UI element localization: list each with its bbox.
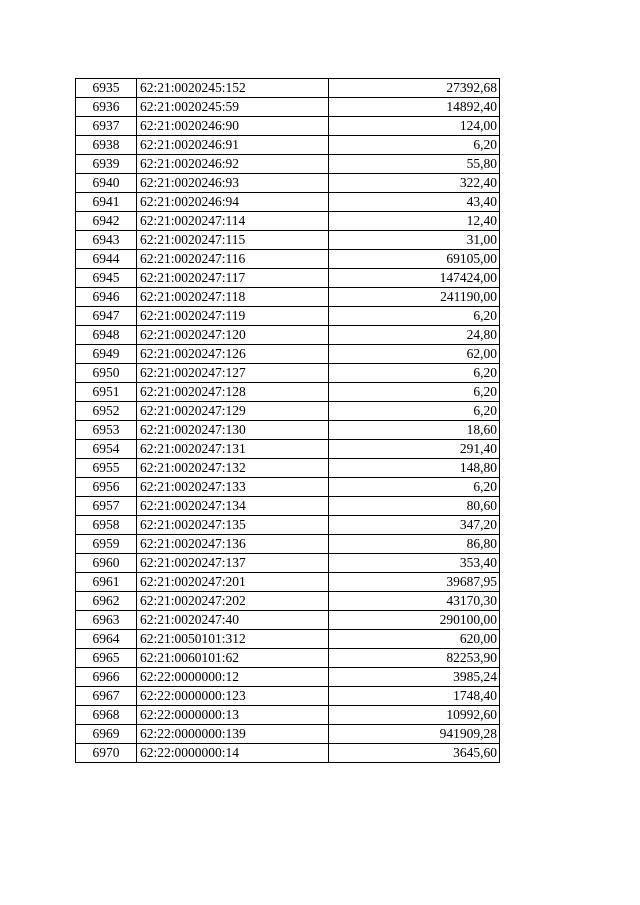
row-number-cell: 6949 <box>76 345 137 364</box>
table-row <box>76 250 500 269</box>
value-cell: 941909,28 <box>329 725 500 744</box>
row-number-cell: 6952 <box>76 402 137 421</box>
table-row <box>76 288 500 307</box>
value-cell: 27392,68 <box>329 79 500 98</box>
value-cell: 1748,40 <box>329 687 500 706</box>
value-cell: 124,00 <box>329 117 500 136</box>
value-cell: 82253,90 <box>329 649 500 668</box>
table-row <box>76 554 500 573</box>
row-number-cell: 6937 <box>76 117 137 136</box>
row-number-cell: 6960 <box>76 554 137 573</box>
cadastral-number-cell: 62:21:0020247:128 <box>137 383 329 402</box>
value-cell: 6,20 <box>329 307 500 326</box>
table-row <box>76 516 500 535</box>
value-cell: 86,80 <box>329 535 500 554</box>
value-cell: 62,00 <box>329 345 500 364</box>
cadastral-number-cell: 62:21:0020246:94 <box>137 193 329 212</box>
table-row <box>76 744 500 763</box>
cadastral-number-cell: 62:21:0020246:92 <box>137 155 329 174</box>
cadastral-number-cell: 62:22:0000000:123 <box>137 687 329 706</box>
cadastral-value-table <box>75 78 500 763</box>
value-cell: 69105,00 <box>329 250 500 269</box>
value-cell: 3645,60 <box>329 744 500 763</box>
value-cell: 241190,00 <box>329 288 500 307</box>
cadastral-number-cell: 62:21:0020246:93 <box>137 174 329 193</box>
value-cell: 18,60 <box>329 421 500 440</box>
value-cell: 148,80 <box>329 459 500 478</box>
value-cell: 14892,40 <box>329 98 500 117</box>
cadastral-number-cell: 62:21:0020247:119 <box>137 307 329 326</box>
row-number-cell: 6956 <box>76 478 137 497</box>
table-row <box>76 592 500 611</box>
row-number-cell: 6966 <box>76 668 137 687</box>
table-row <box>76 421 500 440</box>
table-row <box>76 649 500 668</box>
cadastral-number-cell: 62:21:0020245:152 <box>137 79 329 98</box>
cadastral-number-cell: 62:21:0020247:130 <box>137 421 329 440</box>
row-number-cell: 6959 <box>76 535 137 554</box>
row-number-cell: 6948 <box>76 326 137 345</box>
table-row <box>76 573 500 592</box>
cadastral-number-cell: 62:21:0050101:312 <box>137 630 329 649</box>
cadastral-number-cell: 62:21:0020247:126 <box>137 345 329 364</box>
table-row <box>76 136 500 155</box>
value-cell: 24,80 <box>329 326 500 345</box>
table-row <box>76 402 500 421</box>
cadastral-number-cell: 62:21:0020247:120 <box>137 326 329 345</box>
row-number-cell: 6964 <box>76 630 137 649</box>
row-number-cell: 6946 <box>76 288 137 307</box>
table-row <box>76 345 500 364</box>
row-number-cell: 6943 <box>76 231 137 250</box>
table-row <box>76 497 500 516</box>
cadastral-number-cell: 62:21:0020247:118 <box>137 288 329 307</box>
table-row <box>76 535 500 554</box>
table-row <box>76 269 500 288</box>
cadastral-number-cell: 62:21:0020247:115 <box>137 231 329 250</box>
cadastral-number-cell: 62:21:0020247:135 <box>137 516 329 535</box>
table-row <box>76 687 500 706</box>
row-number-cell: 6940 <box>76 174 137 193</box>
row-number-cell: 6962 <box>76 592 137 611</box>
row-number-cell: 6941 <box>76 193 137 212</box>
value-cell: 620,00 <box>329 630 500 649</box>
row-number-cell: 6969 <box>76 725 137 744</box>
row-number-cell: 6938 <box>76 136 137 155</box>
value-cell: 291,40 <box>329 440 500 459</box>
row-number-cell: 6950 <box>76 364 137 383</box>
table-row <box>76 212 500 231</box>
cadastral-number-cell: 62:22:0000000:12 <box>137 668 329 687</box>
table-row <box>76 611 500 630</box>
table-row <box>76 326 500 345</box>
table-row <box>76 231 500 250</box>
row-number-cell: 6947 <box>76 307 137 326</box>
cadastral-number-cell: 62:21:0020247:136 <box>137 535 329 554</box>
cadastral-number-cell: 62:21:0020247:40 <box>137 611 329 630</box>
cadastral-number-cell: 62:21:0020247:134 <box>137 497 329 516</box>
cadastral-number-cell: 62:21:0020246:90 <box>137 117 329 136</box>
value-cell: 6,20 <box>329 402 500 421</box>
value-cell: 290100,00 <box>329 611 500 630</box>
table-row <box>76 364 500 383</box>
row-number-cell: 6942 <box>76 212 137 231</box>
row-number-cell: 6936 <box>76 98 137 117</box>
cadastral-number-cell: 62:21:0020245:59 <box>137 98 329 117</box>
value-cell: 43,40 <box>329 193 500 212</box>
cadastral-number-cell: 62:21:0020247:127 <box>137 364 329 383</box>
table-row <box>76 706 500 725</box>
row-number-cell: 6958 <box>76 516 137 535</box>
value-cell: 55,80 <box>329 155 500 174</box>
row-number-cell: 6954 <box>76 440 137 459</box>
table-row <box>76 478 500 497</box>
value-cell: 347,20 <box>329 516 500 535</box>
value-cell: 39687,95 <box>329 573 500 592</box>
row-number-cell: 6945 <box>76 269 137 288</box>
cadastral-number-cell: 62:22:0000000:139 <box>137 725 329 744</box>
value-cell: 31,00 <box>329 231 500 250</box>
row-number-cell: 6939 <box>76 155 137 174</box>
value-cell: 6,20 <box>329 364 500 383</box>
row-number-cell: 6953 <box>76 421 137 440</box>
table-row <box>76 440 500 459</box>
value-cell: 147424,00 <box>329 269 500 288</box>
cadastral-number-cell: 62:21:0020246:91 <box>137 136 329 155</box>
table-row <box>76 193 500 212</box>
cadastral-number-cell: 62:21:0020247:132 <box>137 459 329 478</box>
cadastral-number-cell: 62:22:0000000:13 <box>137 706 329 725</box>
row-number-cell: 6963 <box>76 611 137 630</box>
cadastral-number-cell: 62:21:0020247:117 <box>137 269 329 288</box>
cadastral-number-cell: 62:21:0060101:62 <box>137 649 329 668</box>
table-body <box>76 79 500 763</box>
cadastral-number-cell: 62:21:0020247:201 <box>137 573 329 592</box>
table-row <box>76 668 500 687</box>
table-row <box>76 307 500 326</box>
cadastral-number-cell: 62:21:0020247:131 <box>137 440 329 459</box>
value-cell: 6,20 <box>329 383 500 402</box>
cadastral-number-cell: 62:21:0020247:129 <box>137 402 329 421</box>
row-number-cell: 6951 <box>76 383 137 402</box>
document-page <box>75 78 499 763</box>
row-number-cell: 6965 <box>76 649 137 668</box>
table-row <box>76 459 500 478</box>
table-row <box>76 174 500 193</box>
cadastral-number-cell: 62:22:0000000:14 <box>137 744 329 763</box>
cadastral-number-cell: 62:21:0020247:114 <box>137 212 329 231</box>
row-number-cell: 6955 <box>76 459 137 478</box>
value-cell: 6,20 <box>329 136 500 155</box>
row-number-cell: 6935 <box>76 79 137 98</box>
table-row <box>76 79 500 98</box>
cadastral-number-cell: 62:21:0020247:137 <box>137 554 329 573</box>
cadastral-number-cell: 62:21:0020247:202 <box>137 592 329 611</box>
table-row <box>76 725 500 744</box>
value-cell: 6,20 <box>329 478 500 497</box>
value-cell: 12,40 <box>329 212 500 231</box>
table-row <box>76 98 500 117</box>
cadastral-number-cell: 62:21:0020247:133 <box>137 478 329 497</box>
table-row <box>76 155 500 174</box>
table-row <box>76 383 500 402</box>
value-cell: 80,60 <box>329 497 500 516</box>
value-cell: 10992,60 <box>329 706 500 725</box>
table-row <box>76 630 500 649</box>
value-cell: 43170,30 <box>329 592 500 611</box>
row-number-cell: 6957 <box>76 497 137 516</box>
row-number-cell: 6944 <box>76 250 137 269</box>
row-number-cell: 6970 <box>76 744 137 763</box>
value-cell: 322,40 <box>329 174 500 193</box>
value-cell: 353,40 <box>329 554 500 573</box>
value-cell: 3985,24 <box>329 668 500 687</box>
row-number-cell: 6961 <box>76 573 137 592</box>
cadastral-number-cell: 62:21:0020247:116 <box>137 250 329 269</box>
row-number-cell: 6968 <box>76 706 137 725</box>
table-row <box>76 117 500 136</box>
row-number-cell: 6967 <box>76 687 137 706</box>
